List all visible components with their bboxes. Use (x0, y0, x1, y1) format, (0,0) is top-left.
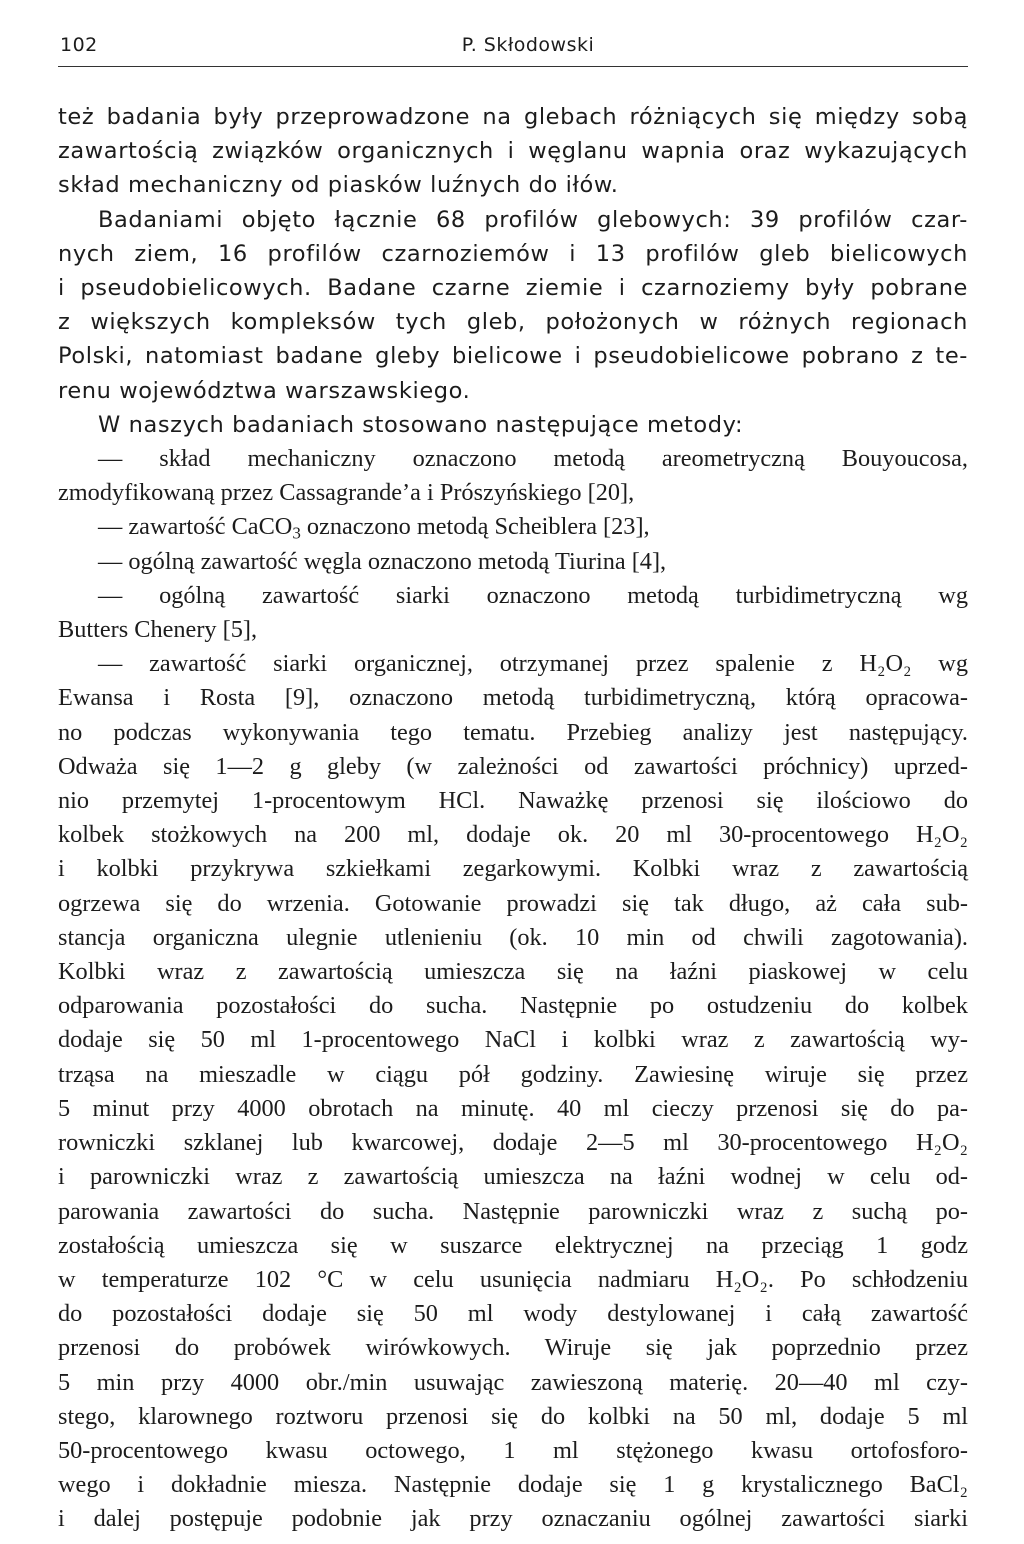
text-line: Odważa się 1—2 g gleby (w zależności od zawartości próchnicy) uprzed- (58, 752, 968, 780)
text-line: stego, klarownego roztworu przenosi się do kolbki na 50 ml, dodaje 5 ml (58, 1402, 968, 1430)
text-line: parowania zawartości do sucha. Następnie parowniczki wraz z suchą po- (58, 1197, 968, 1225)
text-line: — zawartość CaCO$_3$ oznaczono metodą Scheiblera [23], (98, 513, 650, 543)
text-line: — skład mechaniczny oznaczono metodą areometryczną Bouyoucosa, (98, 445, 968, 473)
text-line: — zawartość siarki organicznej, otrzymanej przez spalenie z H₂O₂ wg (98, 650, 968, 678)
text-line: kolbek stożkowych na 200 ml, dodaje ok. 20 ml 30-procentowego H₂O₂ (58, 821, 968, 849)
text-line: i pseudobielicowych. Badane czarne ziemie i czarnoziemy były pobrane (58, 275, 968, 302)
text-line: ogrzewa się do wrzenia. Gotowanie prowadzi się tak długo, aż cała sub- (58, 889, 968, 917)
text-line: W naszych badaniach stosowano następujące metody: (98, 411, 744, 438)
text-line: renu województwa warszawskiego. (58, 377, 471, 404)
text-line: odparowania pozostałości do sucha. Następnie po ostudzeniu do kolbek (58, 992, 968, 1020)
text-line: dodaje się 50 ml 1-procentowego NaCl i kolbki wraz z zawartością wy- (58, 1026, 968, 1054)
text-line: rowniczki szklanej lub kwarcowej, dodaje 2—5 ml 30-procentowego H₂O₂ (58, 1129, 968, 1157)
document-page (58, 30, 968, 1533)
text-line: do pozostałości dodaje się 50 ml wody destylowanej i całą zawartość (58, 1300, 968, 1328)
text-line: Kolbki wraz z zawartością umieszcza się na łaźni piaskowej w celu (58, 958, 968, 986)
text-line: 50-procentowego kwasu octowego, 1 ml stężonego kwasu ortofosforo- (58, 1436, 968, 1464)
text-line: Butters Chenery [5], (58, 616, 258, 644)
text-line: no podczas wykonywania tego tematu. Przebieg analizy jest następujący. (58, 718, 968, 746)
text-line: nych ziem, 16 profilów czarnoziemów i 13 profilów gleb bielicowych (58, 240, 968, 267)
running-title: P. Skłodowski (461, 34, 595, 56)
text-line: zostałością umieszcza się w suszarce elektrycznej na przeciąg 1 godz (58, 1231, 968, 1259)
text-line: Ewansa i Rosta [9], oznaczono metodą turbidimetryczną, którą opracowa- (58, 684, 968, 712)
text-line: stancja organiczna ulegnie utlenieniu (ok. 10 min od chwili zagotowania). (58, 923, 968, 951)
body-text (58, 100, 968, 1537)
text-line: nio przemytej 1-procentowym HCl. Naważkę przenosi się ilościowo do (58, 787, 968, 815)
text-line: 5 min przy 4000 obr./min usuwając zawieszoną materię. 20—40 ml czy- (58, 1368, 968, 1396)
text-line: Badaniami objęto łącznie 68 profilów glebowych: 39 profilów czar- (98, 206, 968, 233)
text-line: trząsa na mieszadle w ciągu pół godziny. Zawiesinę wiruje się przez (58, 1060, 968, 1088)
text-line: i kolbki przykrywa szkiełkami zegarkowymi. Kolbki wraz z zawartością (58, 855, 968, 883)
text-line: zawartością związków organicznych i węglanu wapnia oraz wykazujących (58, 138, 968, 165)
text-line: też badania były przeprowadzone na glebach różniących się między sobą (58, 104, 968, 130)
text-line: — ogólną zawartość siarki oznaczono metodą turbidimetryczną wg (98, 581, 968, 609)
text-line: zmodyfikowaną przez Cassagrande’a i Prószyńskiego [20], (58, 479, 635, 507)
text-line: w temperaturze 102 °C w celu usunięcia nadmiaru H₂O₂. Po schłodzeniu (58, 1265, 968, 1293)
text-line: Polski, natomiast badane gleby bielicowe i pseudobielicowe pobrano z te- (58, 343, 968, 370)
text-line: i dalej postępuje podobnie jak przy oznaczaniu ogólnej zawartości siarki (58, 1505, 968, 1533)
text-line: wego i dokładnie miesza. Następnie dodaje się 1 g krystalicznego BaCl₂ (58, 1471, 968, 1499)
text-line: przenosi do probówek wirówkowych. Wiruje się jak poprzednio przez (58, 1334, 968, 1362)
page-header (58, 30, 968, 64)
text-line: i parowniczki wraz z zawartością umieszcza na łaźni wodnej w celu od- (58, 1163, 968, 1191)
text-line: — ogólną zawartość węgla oznaczono metodą Tiurina [4], (98, 547, 667, 575)
text-line: 5 minut przy 4000 obrotach na minutę. 40 ml cieczy przenosi się do pa- (58, 1094, 968, 1122)
page-number: 102 (60, 34, 98, 56)
header-rule (58, 66, 968, 67)
text-line: z większych kompleksów tych gleb, położonych w różnych regionach (58, 309, 968, 336)
text-line: skład mechaniczny od piasków luźnych do iłów. (58, 172, 619, 199)
